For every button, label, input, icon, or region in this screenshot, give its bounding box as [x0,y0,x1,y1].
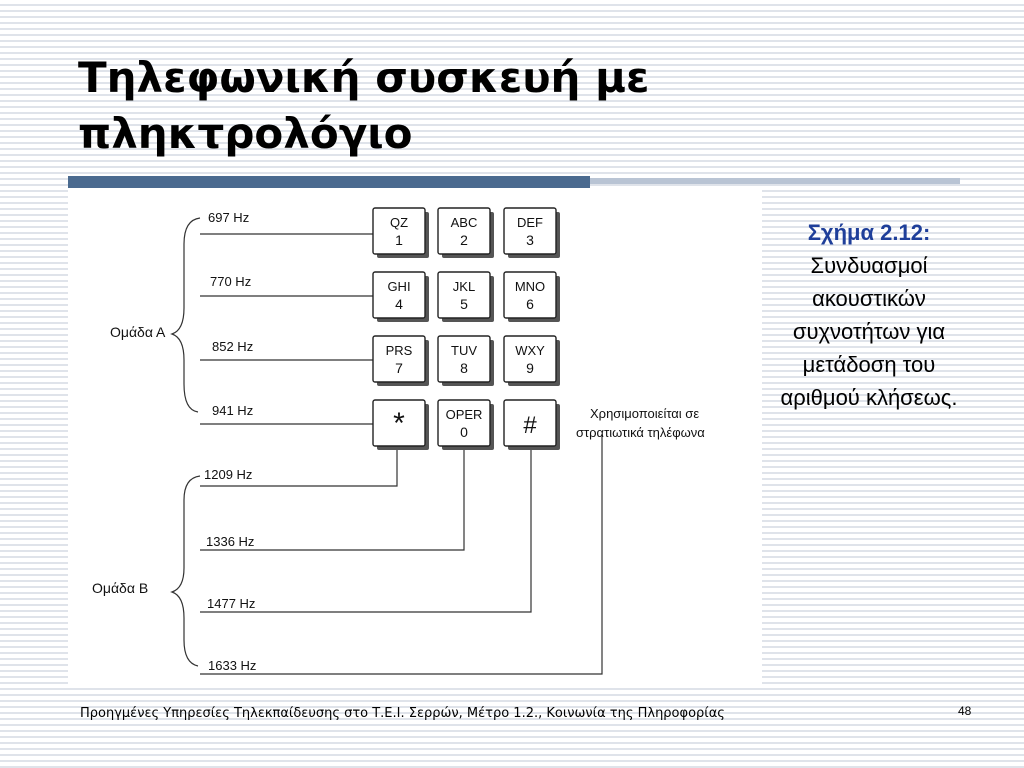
key-hash [504,400,560,450]
caption-body: Συνδυασμοί ακουστικών συχνοτήτων για μετάδοση του αριθμού κλήσεως. [780,253,958,410]
freq-label-852: 852 Hz [212,339,254,354]
col-line-1633 [200,434,602,674]
freq-label-1477: 1477 Hz [207,596,256,611]
keypad [373,208,560,450]
figure-caption [764,216,974,414]
title-underline [68,176,590,188]
key-digit: 1 [395,232,403,248]
freq-label-1633: 1633 Hz [208,658,257,673]
key-letters: OPER [445,407,483,422]
key-digit: 8 [460,360,468,376]
key-letters: TUV [451,343,477,358]
key-digit: 4 [395,296,403,312]
key-digit: 9 [526,360,534,376]
dtmf-diagram-svg [68,188,762,688]
key-8 [438,336,494,386]
key-digit: 3 [526,232,534,248]
group-a-brace [172,218,200,412]
key-letters: QZ [389,215,409,230]
key-4 [373,272,429,322]
key-1 [373,208,429,258]
footer-text: Προηγμένες Υπηρεσίες Τηλεκπαίδευσης στο Τ.Ε.Ι. Σερρών, Μέτρο 1.2., Κοινωνία της Πληροφορίας [80,706,725,721]
key-letters: WXY [515,343,545,358]
key-digit: 5 [460,296,468,312]
military-note-line2: στρατιωτικά τηλέφωνα [576,425,705,440]
group-b-label: Ομάδα Β [92,580,149,596]
key-9 [504,336,560,386]
key-3 [504,208,560,258]
key-letters: # [523,412,537,439]
group-a-label: Ομάδα Α [110,324,166,340]
key-6 [504,272,560,322]
key-5 [438,272,494,322]
military-note-line1: Χρησιμοποιείται σε [590,406,700,421]
freq-label-697: 697 Hz [208,210,250,225]
key-7 [373,336,429,386]
key-digit: 6 [526,296,534,312]
caption-title: Σχήμα 2.12: [807,220,931,245]
freq-label-770: 770 Hz [210,274,252,289]
freq-label-941: 941 Hz [212,403,254,418]
page-number: 48 [958,704,972,718]
freq-label-1336: 1336 Hz [206,534,255,549]
key-digit: 7 [395,360,403,376]
title-underline-light [590,178,960,184]
key-letters: MNO [514,279,546,294]
key-letters: * [393,407,405,440]
slide-title: Τηλεφωνική συσκευή με πληκτρολόγιο [78,53,650,158]
key-0 [438,400,494,450]
key-digit: 0 [460,424,468,440]
key-letters: PRS [385,343,413,358]
key-letters: DEF [517,215,543,230]
keypad-diagram [68,188,762,688]
key-letters: GHI [387,279,411,294]
key-letters: JKL [452,279,476,294]
key-star [373,400,429,450]
key-letters: ABC [450,215,478,230]
key-2 [438,208,494,258]
freq-label-1209: 1209 Hz [204,467,253,482]
key-digit: 2 [460,232,468,248]
group-b-brace [172,476,200,666]
